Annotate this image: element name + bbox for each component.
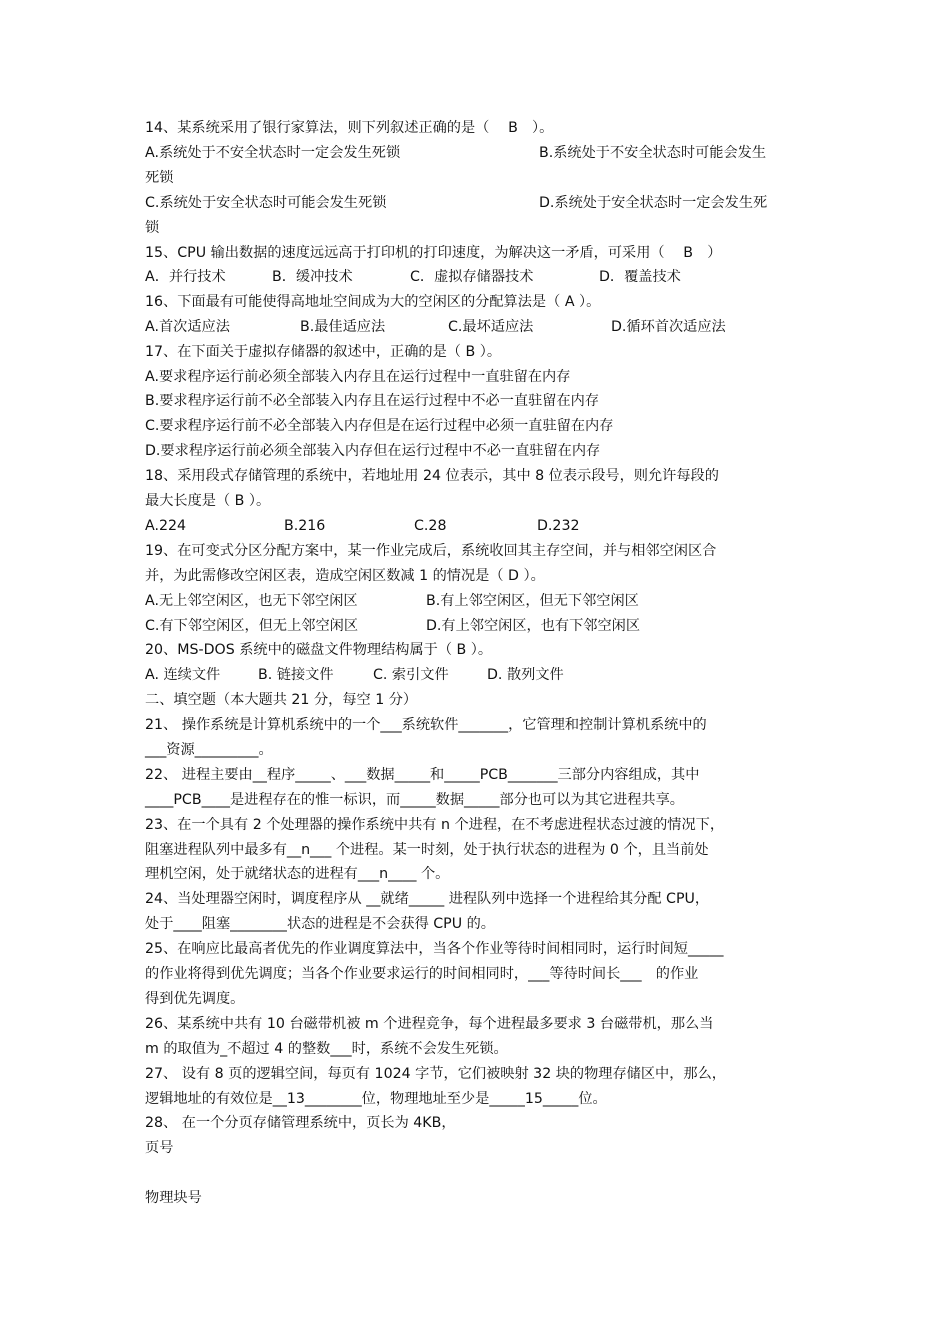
q15-option-c: C．虚拟存储器技术: [410, 269, 534, 285]
question-22-cont: ____PCB____是进程存在的惟一标识，而_____数据_____部分也可以为其它进程共享。: [145, 792, 684, 808]
q19-option-b: B.有上邻空闲区，但无下邻空闲区: [426, 593, 639, 609]
q16-option-d: D.循环首次适应法: [611, 319, 726, 335]
table-label-physical-block: 物理块号: [145, 1190, 202, 1206]
q14-option-d-cont: 锁: [145, 220, 160, 236]
q15-option-d: D．覆盖技术: [599, 269, 681, 285]
question-23-cont-1: 阻塞进程队列中最多有__n___ 个进程。某一时刻，处于执行状态的进程为 0 个，且当前处: [145, 842, 709, 858]
q14-option-c: C.系统处于安全状态时可能会发生死锁: [145, 195, 387, 211]
question-23: 23、在一个具有 2 个处理器的操作系统中共有 n 个进程，在不考虑进程状态过渡的情况下，: [145, 817, 725, 833]
question-18: 18、采用段式存储管理的系统中，若地址用 24 位表示，其中 8 位表示段号，则允许每段的: [145, 468, 719, 484]
question-18-cont: 最大长度是（ B ）。: [145, 493, 271, 509]
question-17: 17、在下面关于虚拟存储器的叙述中，正确的是（ B ）。: [145, 344, 502, 360]
question-15: 15、CPU 输出数据的速度远远高于打印机的打印速度，为解决这一矛盾，可采用（ B ）: [145, 245, 722, 261]
question-27: 27、 设有 8 页的逻辑空间，每页有 1024 字节，它们被映射 32 块的物理存储区中，那么，: [145, 1066, 726, 1082]
q16-option-c: C.最坏适应法: [448, 319, 534, 335]
q20-option-d: D. 散列文件: [487, 667, 564, 683]
question-23-cont-2: 理机空闲，处于就绪状态的进程有___n____ 个。: [145, 866, 450, 882]
q14-option-b: B.系统处于不安全状态时可能会发生: [539, 145, 767, 161]
q14-option-d: D.系统处于安全状态时一定会发生死: [539, 195, 768, 211]
q14-option-a: A.系统处于不安全状态时一定会发生死锁: [145, 145, 401, 161]
q20-option-c: C. 索引文件: [373, 667, 449, 683]
q18-option-b: B.216: [284, 518, 326, 534]
q20-option-b: B. 链接文件: [258, 667, 334, 683]
q17-option-c: C.要求程序运行前不必全部装入内存但是在运行过程中必须一直驻留在内存: [145, 418, 614, 434]
question-16: 16、下面最有可能使得高地址空间成为大的空闲区的分配算法是（ A ）。: [145, 294, 601, 310]
q19-option-a: A.无上邻空闲区，也无下邻空闲区: [145, 593, 358, 609]
q18-option-c: C.28: [414, 518, 447, 534]
q15-option-a: A．并行技术: [145, 269, 226, 285]
question-14: 14、某系统采用了银行家算法，则下列叙述正确的是（ B ）。: [145, 120, 554, 136]
question-28: 28、 在一个分页存储管理系统中，页长为 4KB，: [145, 1115, 456, 1131]
q17-option-a: A.要求程序运行前必须全部装入内存且在运行过程中一直驻留在内存: [145, 369, 571, 385]
q20-option-a: A. 连续文件: [145, 667, 221, 683]
question-26: 26、某系统中共有 10 台磁带机被 m 个进程竞争，每个进程最多要求 3 台磁带机，那么当: [145, 1016, 714, 1032]
question-26-cont: m 的取值为_不超过 4 的整数___时，系统不会发生死锁。: [145, 1041, 508, 1057]
table-label-page-number: 页号: [145, 1140, 174, 1156]
question-19-cont: 并，为此需修改空闲区表，造成空闲区数减 1 的情况是（ D ）。: [145, 568, 545, 584]
question-25-cont-2: 得到优先调度。: [145, 991, 245, 1007]
q18-option-d: D.232: [537, 518, 580, 534]
question-20: 20、MS-DOS 系统中的磁盘文件物理结构属于（ B ）。: [145, 642, 493, 658]
question-21-cont: ___资源_________。: [145, 742, 273, 758]
question-25-cont-1: 的作业将得到优先调度；当各个作业要求运行的时间相同时，___等待时间长___ 的作业: [145, 966, 699, 982]
question-24: 24、当处理器空闲时，调度程序从 __就绪_____ 进程队列中选择一个进程给其分配 CPU，: [145, 891, 710, 907]
question-27-cont: 逻辑地址的有效位是__13________位，物理地址至少是_____15_____位。: [145, 1091, 607, 1107]
q18-option-a: A.224: [145, 518, 187, 534]
question-22: 22、 进程主要由__程序_____、___数据_____和_____PCB_______三部分内容组成，其中: [145, 767, 700, 783]
question-25: 25、在响应比最高者优先的作业调度算法中，当各个作业等待时间相同时，运行时间短_____: [145, 941, 724, 957]
section-heading-fill-blank: 二、填空题（本大题共 21 分，每空 1 分）: [145, 692, 418, 708]
q15-option-b: B．缓冲技术: [272, 269, 353, 285]
q16-option-a: A.首次适应法: [145, 319, 230, 335]
q17-option-d: D.要求程序运行前必须全部装入内存但在运行过程中不必一直驻留在内存: [145, 443, 601, 459]
q17-option-b: B.要求程序运行前不必全部装入内存且在运行过程中不必一直驻留在内存: [145, 393, 600, 409]
q19-option-d: D.有上邻空闲区，也有下邻空闲区: [426, 618, 641, 634]
q16-option-b: B.最佳适应法: [300, 319, 386, 335]
q19-option-c: C.有下邻空闲区，但无上邻空闲区: [145, 618, 359, 634]
q14-option-b-cont: 死锁: [145, 170, 174, 186]
question-19: 19、在可变式分区分配方案中，某一作业完成后，系统收回其主存空间，并与相邻空闲区合: [145, 543, 717, 559]
question-24-cont: 处于____阻塞________状态的进程是不会获得 CPU 的。: [145, 916, 495, 932]
question-21: 21、 操作系统是计算机系统中的一个___系统软件_______，它管理和控制计算机系统中的: [145, 717, 707, 733]
